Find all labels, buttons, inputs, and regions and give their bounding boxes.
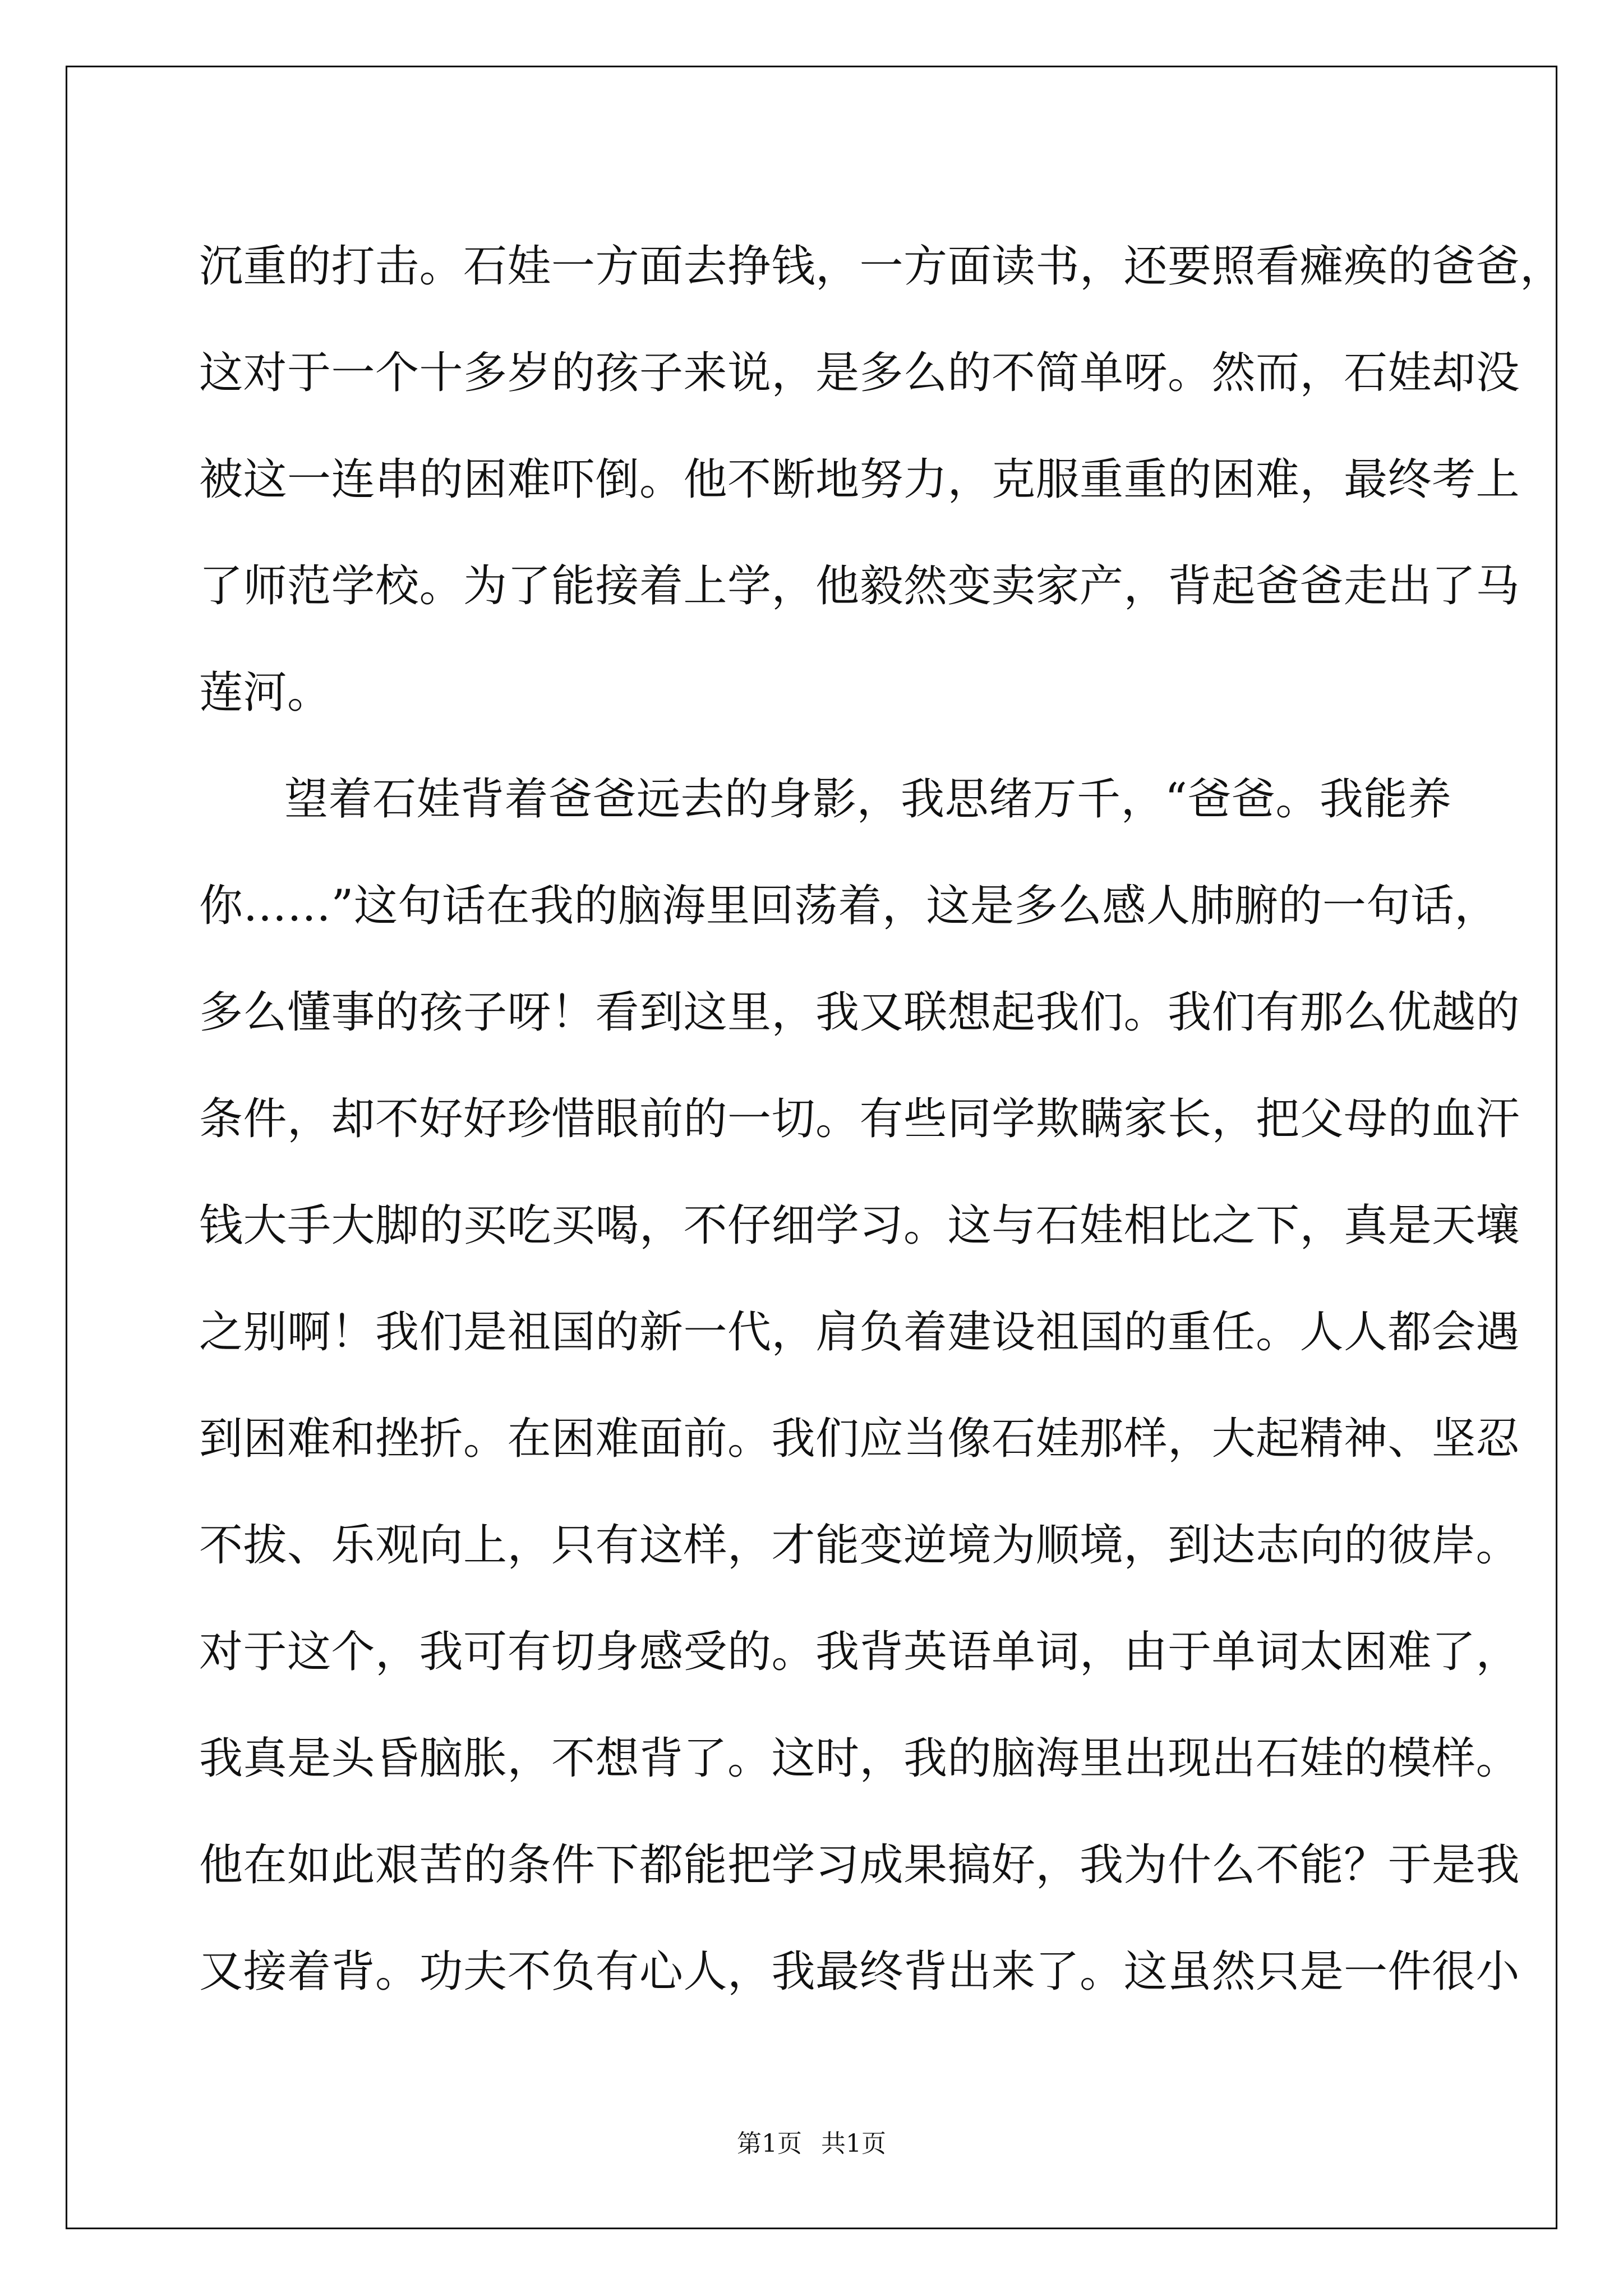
page-number-total: 共1页 (821, 2129, 886, 2158)
text-line: 之别啊！我们是祖国的新一代，肩负着建设祖国的重任。人人都会遇 (199, 1307, 1520, 1358)
text-line-paragraph-start: 望着石娃背着爸爸远去的身影，我思绪万千，“爸爸。我能养 (284, 774, 1452, 825)
text-line: 我真是头昏脑胀，不想背了。这时，我的脑海里出现出石娃的模样。 (199, 1733, 1520, 1784)
text-line: 这对于一个十多岁的孩子来说，是多么的不简单呀。然而，石娃却没 (199, 348, 1520, 398)
text-line: 莲河。 (199, 668, 331, 718)
text-line: 沉重的打击。石娃一方面去挣钱，一方面读书，还要照看瘫痪的爸爸， (199, 241, 1564, 292)
text-line: 他在如此艰苦的条件下都能把学习成果搞好，我为什么不能？于是我 (199, 1840, 1520, 1890)
text-line: 被这一连串的困难吓倒。他不断地努力，克服重重的困难，最终考上 (199, 454, 1520, 505)
page-number-current: 第1页 (737, 2129, 802, 2158)
page-footer (0, 2123, 1623, 2159)
text-line: 不拔、乐观向上，只有这样，才能变逆境为顺境，到达志向的彼岸。 (199, 1520, 1520, 1571)
text-line: 多么懂事的孩子呀！看到这里，我又联想起我们。我们有那么优越的 (199, 987, 1520, 1038)
document-body (199, 213, 1564, 2025)
text-line: 钱大手大脚的买吃买喝，不仔细学习。这与石娃相比之下，真是天壤 (199, 1200, 1520, 1251)
text-line: 了师范学校。为了能接着上学，他毅然变卖家产，背起爸爸走出了马 (199, 561, 1520, 611)
text-line: 对于这个，我可有切身感受的。我背英语单词，由于单词太困难了， (199, 1627, 1520, 1677)
text-line: 又接着背。功夫不负有心人，我最终背出来了。这虽然只是一件很小 (199, 1947, 1520, 1997)
text-line: 你……”这句话在我的脑海里回荡着，这是多么感人肺腑的一句话， (199, 881, 1498, 931)
text-line: 到困难和挫折。在困难面前。我们应当像石娃那样，大起精神、坚忍 (199, 1414, 1520, 1464)
text-line: 条件，却不好好珍惜眼前的一切。有些同学欺瞒家长，把父母的血汗 (199, 1094, 1520, 1144)
